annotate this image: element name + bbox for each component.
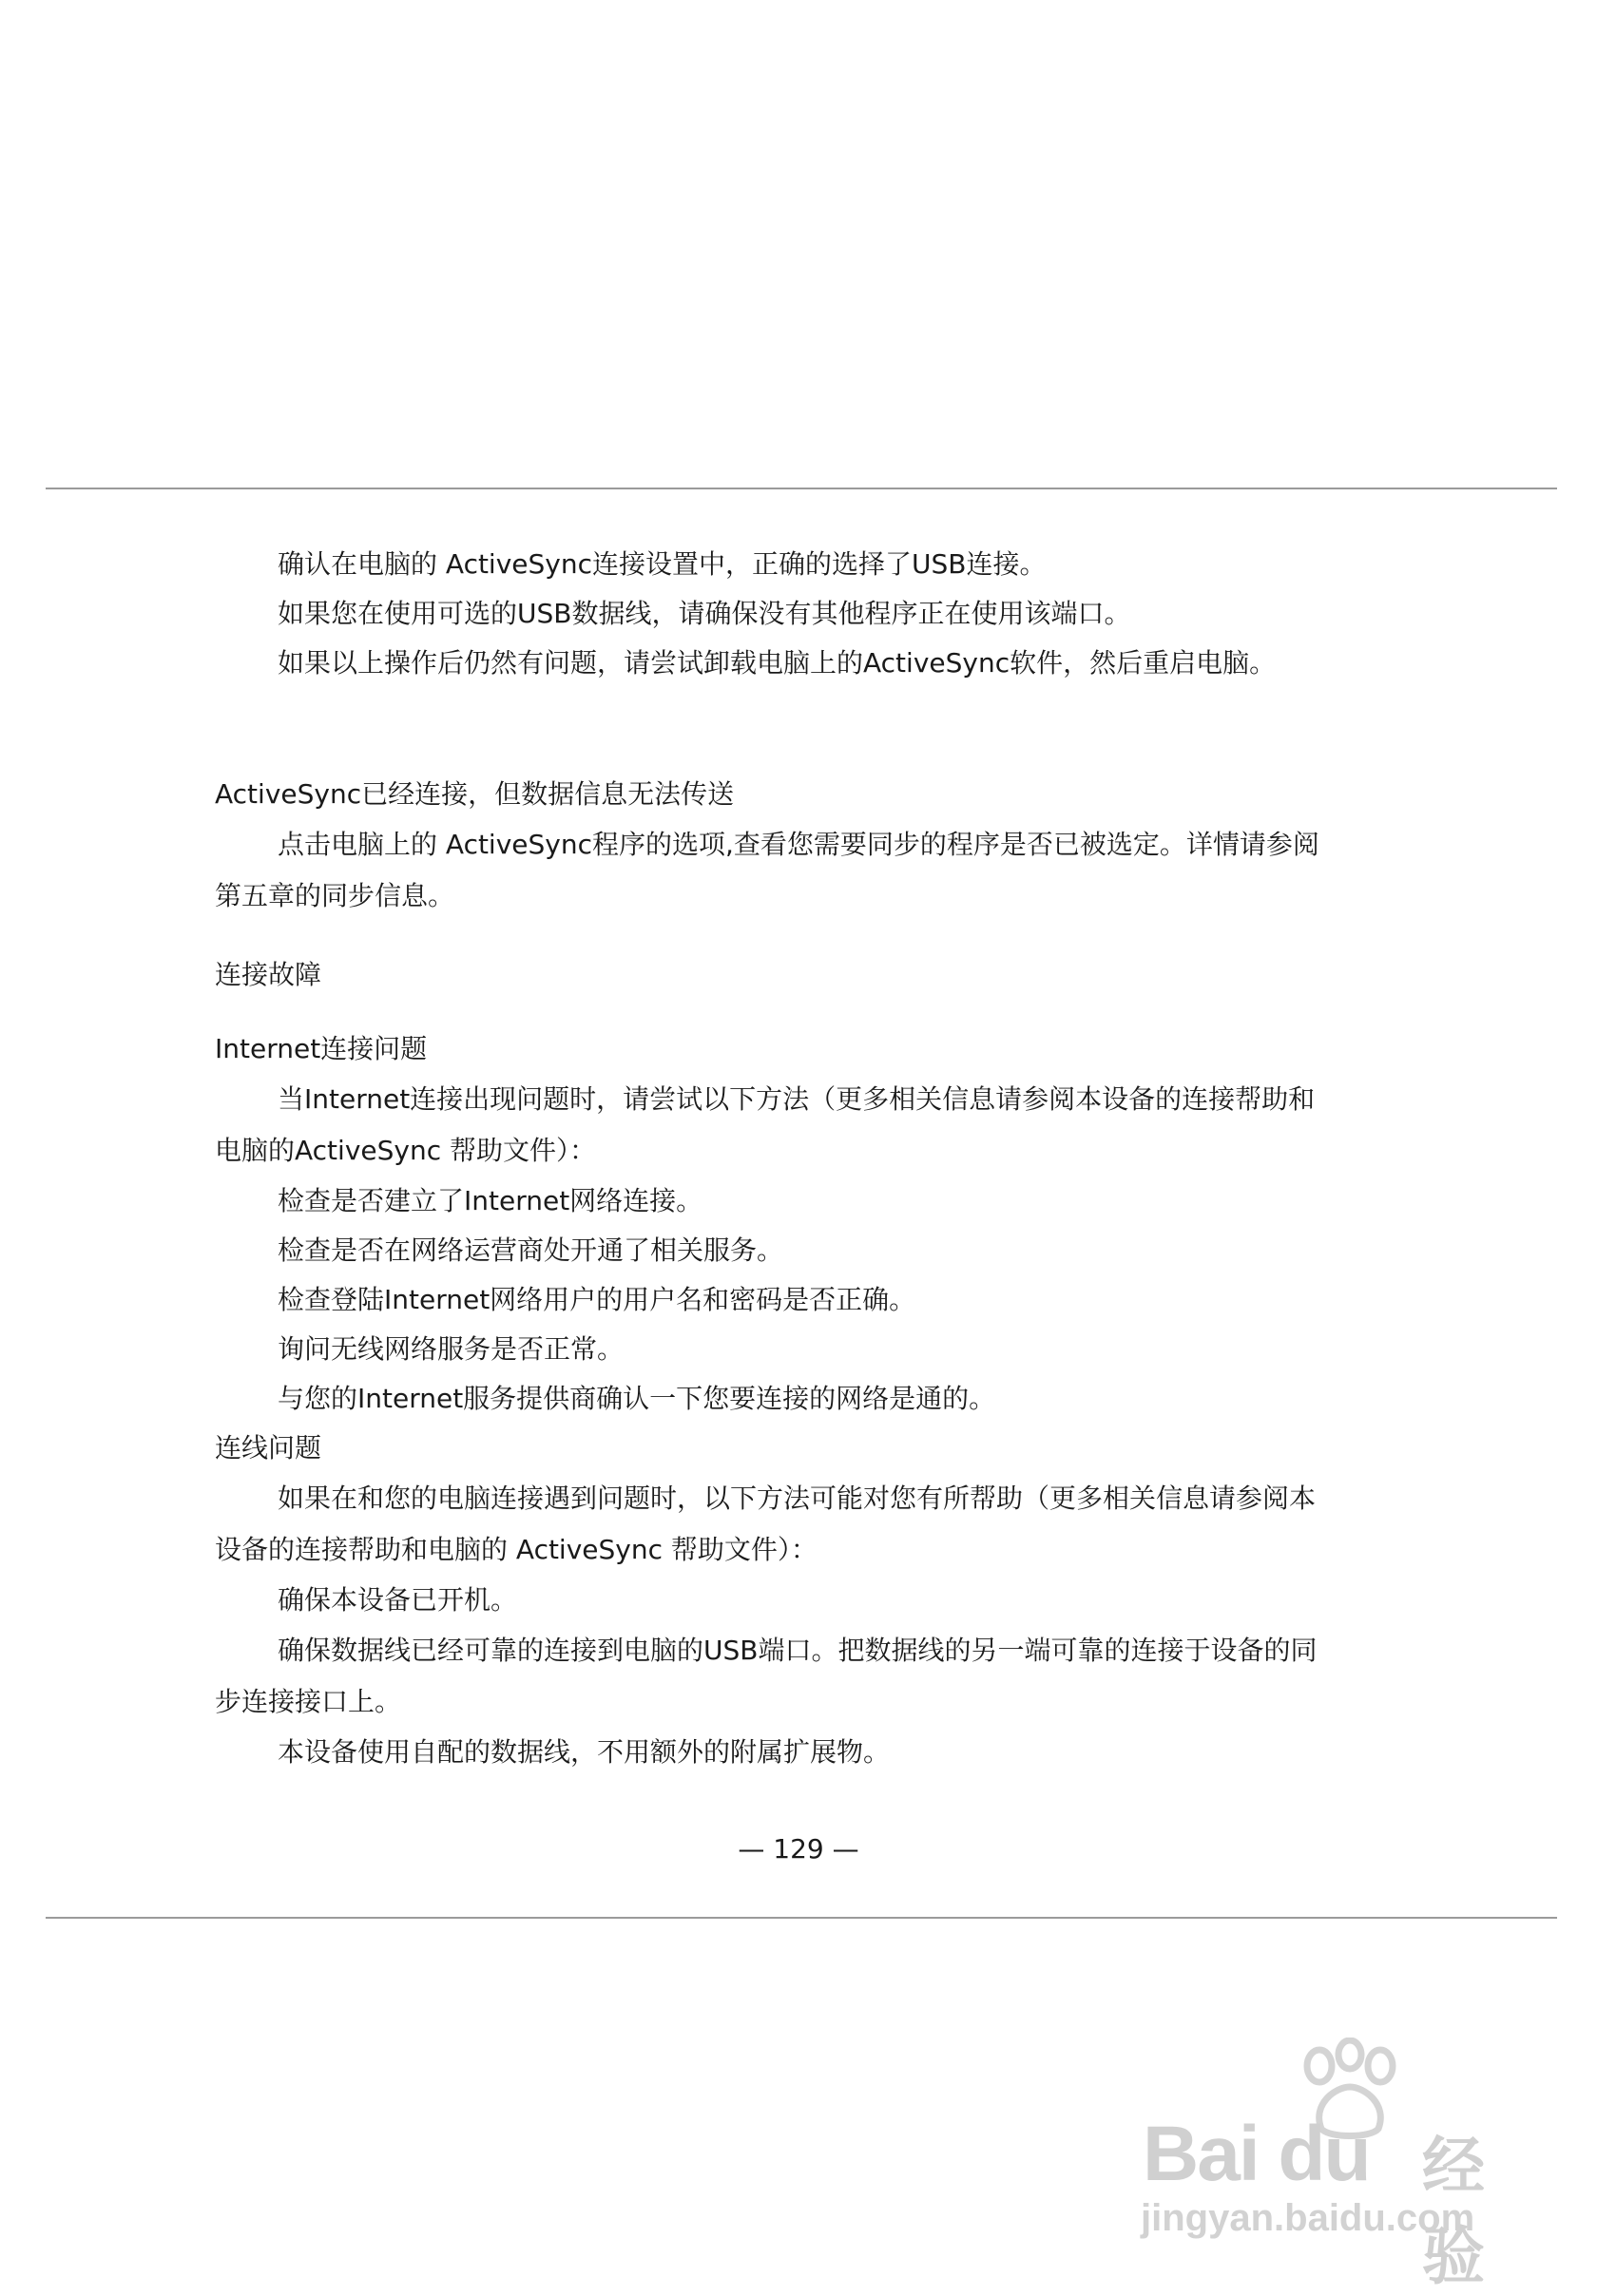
list1-item: 确认在电脑的 ActiveSync连接设置中，正确的选择了USB连接。 [278,548,1047,580]
cable-check-item: 本设备使用自配的数据线，不用额外的附属扩展物。 [278,1736,891,1768]
cable-check-item: 确保本设备已开机。 [278,1584,518,1616]
list1-item: 如果您在使用可选的USB数据线，请确保没有其他程序正在使用该端口。 [278,598,1131,629]
baidu-jingyan-watermark [1137,2020,1536,2293]
internet-check-item: 询问无线网络服务是否正常。 [278,1333,625,1365]
section-heading-internet: Internet连接问题 [215,1033,428,1064]
section4-paragraph: 如果在和您的电脑连接遇到问题时，以下方法可能对您有所帮助（更多相关信息请参阅本 设备的连接帮助和电脑的 ActiveSync 帮助文件）： [215,1483,1317,1565]
watermark-brand: Bai du [1143,2111,1370,2197]
page-number: — 129 — [738,1833,859,1865]
section3-paragraph: 当Internet连接出现问题时，请尝试以下方法（更多相关信息请参阅本设备的连接帮助和 电脑的ActiveSync 帮助文件）： [215,1083,1316,1166]
list1-item: 如果以上操作后仍然有问题，请尝试卸载电脑上的ActiveSync软件，然后重启电脑。 [278,647,1277,679]
internet-check-item: 检查是否在网络运营商处开通了相关服务。 [278,1234,784,1266]
section-heading-cable: 连线问题 [215,1432,322,1464]
internet-check-item: 检查是否建立了Internet网络连接。 [278,1185,703,1216]
top-rule [46,488,1557,489]
section1-paragraph: 点击电脑上的 ActiveSync程序的选项,查看您需要同步的程序是否已被选定。详情请参阅 第五章的同步信息。 [215,829,1319,911]
section-heading-activesync: ActiveSync已经连接，但数据信息无法传送 [215,778,735,810]
bottom-rule [46,1917,1557,1919]
watermark-name: 经验 [1422,2130,1485,2293]
cable-check-item: 确保数据线已经可靠的连接到电脑的USB端口。把数据线的另一端可靠的连接于设备的同 步连接接口上。 [215,1635,1318,1717]
internet-check-item: 检查登陆Internet网络用户的用户名和密码是否正确。 [278,1284,916,1315]
section-heading-connection-fault: 连接故障 [215,959,322,990]
page-content [215,540,1479,1777]
internet-check-item: 与您的Internet服务提供商确认一下您要连接的网络是通的。 [278,1383,996,1414]
watermark-url: jingyan.baidu.com [1141,2197,1475,2239]
